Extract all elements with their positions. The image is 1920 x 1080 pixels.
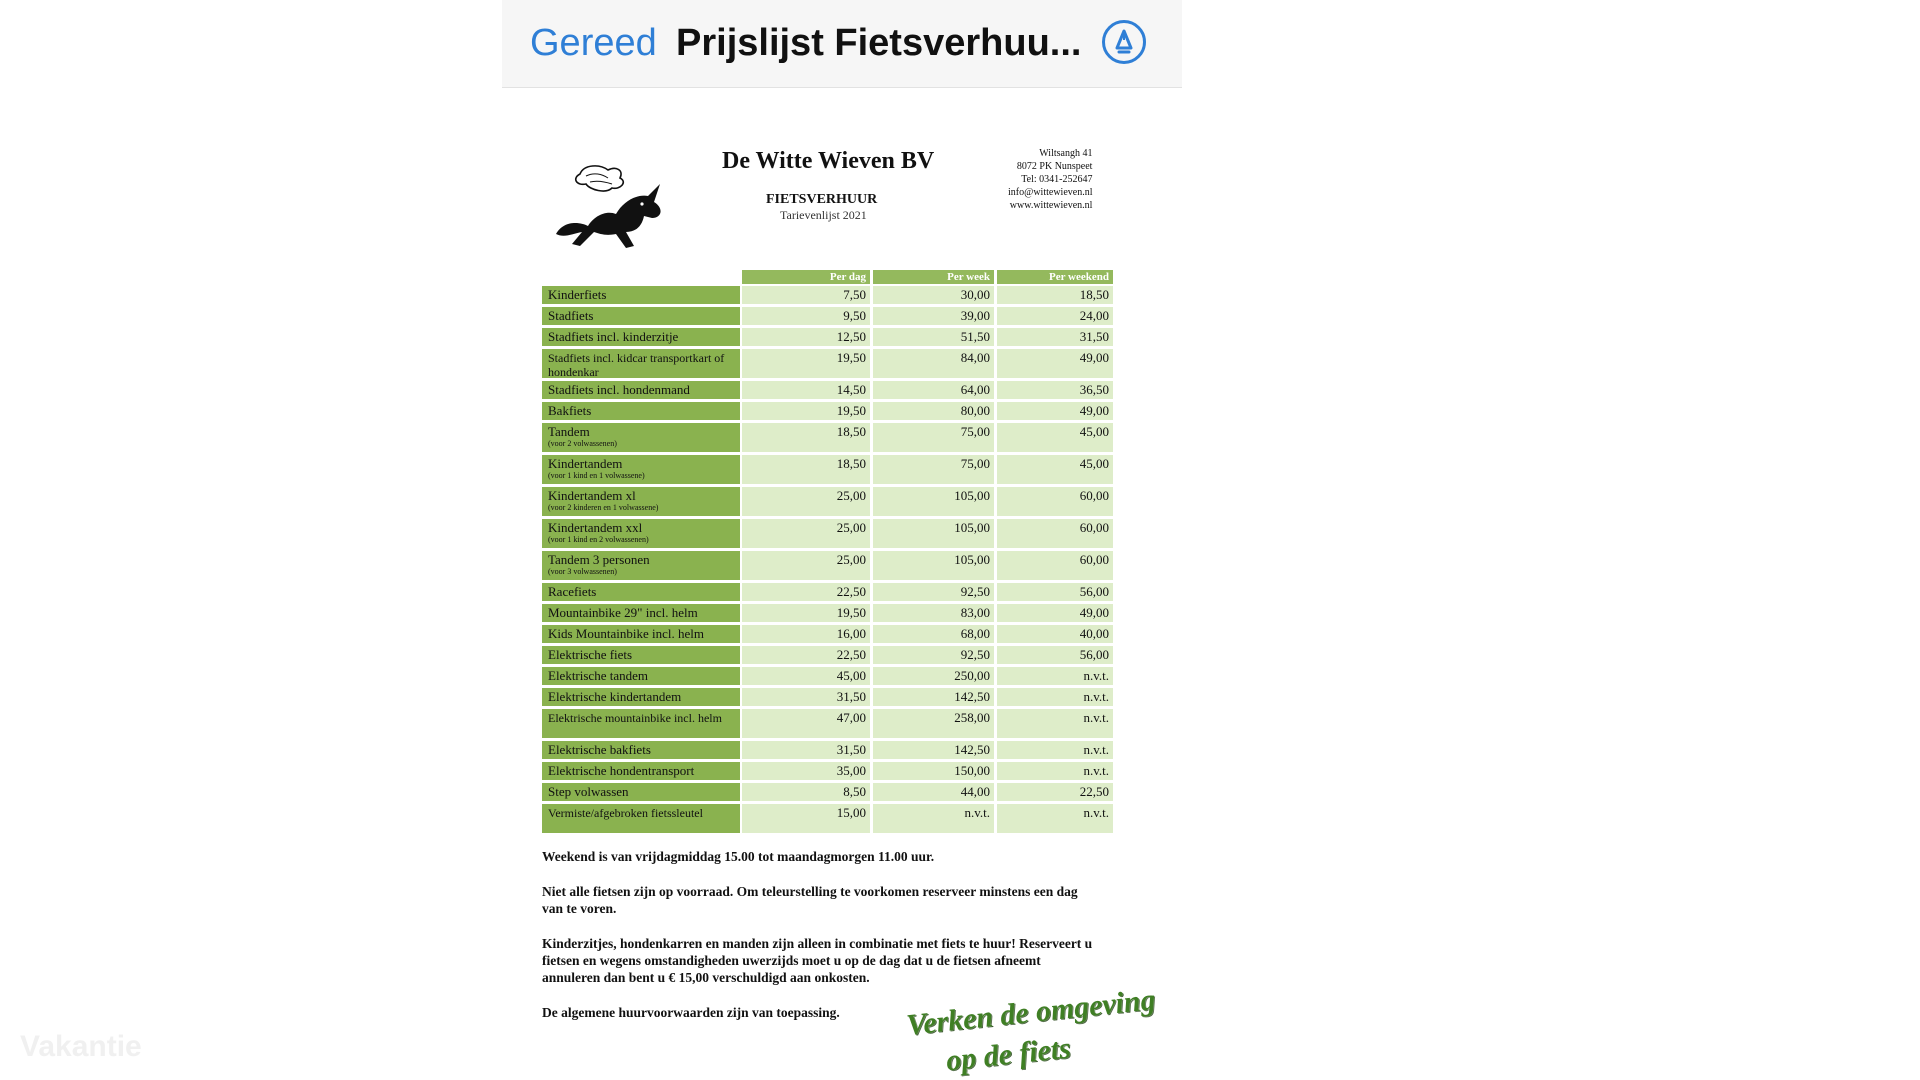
slogan-line-2: op de fiets [944,1031,1073,1078]
table-row [542,709,1113,740]
row-label [542,423,740,452]
company-name: De Witte Wieven BV [722,148,935,174]
cell-per-weekend: n.v.t. [997,709,1113,738]
table-row [542,519,1113,550]
row-label [542,349,740,378]
table-row [542,688,1113,708]
row-label-subtext: (voor 2 kinderen en 1 volwassene) [548,503,659,512]
cell-per-week: 83,00 [873,604,994,622]
table-row [542,328,1113,348]
table-row [542,381,1113,401]
header-per-weekend: Per weekend [997,270,1113,284]
table-row [542,646,1113,666]
cell-per-weekend: 24,00 [997,307,1113,325]
cell-per-week: 258,00 [873,709,994,738]
address-phone: Tel: 0341-252647 [1021,174,1093,185]
row-label-subtext: (voor 3 volwassenen) [548,567,617,576]
cell-per-day: 19,50 [742,604,870,622]
table-row [542,551,1113,582]
slogan-line-1: Verken de omgeving [904,983,1157,1042]
cell-per-weekend: 18,50 [997,286,1113,304]
row-label-text: Kids Mountainbike incl. helm [548,626,704,641]
cell-per-weekend: n.v.t. [997,688,1113,706]
cell-per-day: 19,50 [742,402,870,420]
row-label [542,328,740,346]
row-label-subtext: (voor 1 kind en 2 volwassenen) [548,535,649,544]
cell-per-week: 44,00 [873,783,994,801]
address-website[interactable]: www.wittewieven.nl [1009,200,1093,211]
row-label-text: Elektrische fiets [548,647,633,662]
cell-per-weekend: n.v.t. [997,762,1113,780]
row-label [542,709,740,738]
cell-per-week: 250,00 [873,667,994,685]
row-label-text: Mountainbike 29" incl. helm [548,605,698,620]
row-label [542,688,740,706]
row-label [542,519,740,548]
markup-pen-icon[interactable] [1102,20,1146,64]
cell-per-weekend: 49,00 [997,349,1113,378]
row-label-text: Racefiets [548,584,597,599]
cell-per-day: 8,50 [742,783,870,801]
header-per-day: Per dag [742,270,870,284]
watermark: Vakantie [20,1030,142,1063]
cell-per-day: 14,50 [742,381,870,399]
cell-per-day: 45,00 [742,667,870,685]
row-label [542,551,740,580]
address-email[interactable]: info@wittewieven.nl [1008,187,1093,198]
cell-per-day: 25,00 [742,487,870,516]
table-row [542,762,1113,782]
table-body [542,286,1112,836]
note-accessories: Kinderzitjes, hondenkarren en manden zijn alleen in combinatie met fiets te huur! Reserveert u fietsen en wegens omstandigheden uwerzijds moet u op de dag dat u de fietsen afneemt annuleren dan bent u € 15,00 verschuldigd aan onkosten. [542,936,1093,985]
row-label [542,583,740,601]
row-label [542,762,740,780]
viewer-toolbar [502,0,1182,88]
cell-per-weekend: 49,00 [997,604,1113,622]
document-page [502,88,1182,1080]
cell-per-weekend: n.v.t. [997,804,1113,833]
address-street: Wiltsangh 41 [1039,148,1093,159]
cell-per-week: 80,00 [873,402,994,420]
cell-per-day: 25,00 [742,519,870,548]
cell-per-week: 39,00 [873,307,994,325]
table-row [542,487,1113,518]
price-list-year: Tarievenlijst 2021 [780,208,867,222]
cell-per-weekend: 45,00 [997,455,1113,484]
cell-per-day: 31,50 [742,688,870,706]
row-label-text: Elektrische mountainbike incl. helm [548,711,722,725]
cell-per-day: 19,50 [742,349,870,378]
row-label-text: Stadfiets incl. hondenmand [548,382,690,397]
cell-per-week: 68,00 [873,625,994,643]
cell-per-weekend: 36,50 [997,381,1113,399]
cell-per-day: 35,00 [742,762,870,780]
row-label-text: Vermiste/afgebroken fietssleutel [548,806,703,820]
done-button[interactable]: Gereed [530,22,657,64]
row-label-text: Kinderfiets [548,287,607,302]
service-heading: FIETSVERHUUR [766,192,878,207]
row-label-text: Kindertandem xxl [548,520,643,535]
table-row [542,804,1113,835]
row-label [542,741,740,759]
row-label-text: Tandem 3 personen [548,552,650,567]
cell-per-week: 92,50 [873,646,994,664]
cell-per-day: 47,00 [742,709,870,738]
cell-per-week: 84,00 [873,349,994,378]
cell-per-week: 75,00 [873,455,994,484]
cell-per-weekend: 60,00 [997,551,1113,580]
row-label-text: Elektrische bakfiets [548,742,651,757]
cell-per-day: 16,00 [742,625,870,643]
row-label [542,667,740,685]
row-label-text: Step volwassen [548,784,629,799]
cell-per-weekend: 45,00 [997,423,1113,452]
header-per-week: Per week [873,270,994,284]
cell-per-weekend: 56,00 [997,646,1113,664]
table-row [542,783,1113,803]
row-label [542,381,740,399]
row-label-subtext: (voor 1 kind en 1 volwassene) [548,471,645,480]
row-label [542,783,740,801]
cell-per-week: 30,00 [873,286,994,304]
table-row [542,667,1113,687]
cell-per-weekend: 22,50 [997,783,1113,801]
table-row [542,349,1113,380]
row-label [542,307,740,325]
address-block [1008,147,1092,212]
note-weekend: Weekend is van vrijdagmiddag 15.00 tot maandagmorgen 11.00 uur. [542,849,935,864]
row-label-text: Elektrische hondentransport [548,763,695,778]
row-label-text: Stadfiets incl. kidcar transportkart of hondenkar [548,351,725,379]
cell-per-week: 150,00 [873,762,994,780]
cell-per-week: 92,50 [873,583,994,601]
table-row [542,402,1113,422]
cell-per-day: 18,50 [742,455,870,484]
row-label-text: Stadfiets incl. kinderzitje [548,329,679,344]
table-row [542,455,1113,486]
note-terms: De algemene huurvoorwaarden zijn van toepassing. [542,1005,840,1020]
cell-per-day: 22,50 [742,583,870,601]
cell-per-week: 64,00 [873,381,994,399]
cell-per-day: 7,50 [742,286,870,304]
note-stock: Niet alle fietsen zijn op voorraad. Om teleurstelling te voorkomen reserveer minstens een dag van te voren. [542,884,1078,916]
row-label [542,487,740,516]
row-label-text: Kindertandem [548,456,623,471]
cell-per-day: 18,50 [742,423,870,452]
table-row [542,604,1113,624]
row-label [542,646,740,664]
row-label [542,804,740,833]
cell-per-day: 15,00 [742,804,870,833]
row-label-text: Bakfiets [548,403,592,418]
cell-per-day: 12,50 [742,328,870,346]
cell-per-weekend: 31,50 [997,328,1113,346]
row-label [542,455,740,484]
cell-per-week: 142,50 [873,688,994,706]
table-row [542,583,1113,603]
row-label-text: Stadfiets [548,308,594,323]
table-row [542,307,1113,327]
cell-per-weekend: 56,00 [997,583,1113,601]
address-city: 8072 PK Nunspeet [1016,161,1093,172]
table-row [542,423,1113,454]
cell-per-weekend: 40,00 [997,625,1113,643]
document-viewer [502,0,1182,1080]
table-row [542,286,1113,306]
table-row [542,625,1113,645]
table-row [542,741,1113,761]
cell-per-weekend: 60,00 [997,519,1113,548]
price-table [542,270,1112,836]
cell-per-weekend: n.v.t. [997,741,1113,759]
document-title: Prijslijst Fietsverhuu... [676,22,1082,64]
cell-per-day: 22,50 [742,646,870,664]
cell-per-week: 105,00 [873,487,994,516]
row-label [542,402,740,420]
cell-per-week: 51,50 [873,328,994,346]
cell-per-week: 142,50 [873,741,994,759]
cell-per-week: 105,00 [873,519,994,548]
cell-per-day: 31,50 [742,741,870,759]
table-header-row [542,270,1112,286]
cell-per-day: 25,00 [742,551,870,580]
cell-per-weekend: n.v.t. [997,667,1113,685]
row-label [542,286,740,304]
cell-per-week: 105,00 [873,551,994,580]
horse-rider-logo-icon [550,160,670,260]
cell-per-day: 9,50 [742,307,870,325]
row-label [542,625,740,643]
cell-per-weekend: 49,00 [997,402,1113,420]
row-label-text: Kindertandem xl [548,488,636,503]
row-label-subtext: (voor 2 volwassenen) [548,439,617,448]
row-label [542,604,740,622]
cell-per-week: 75,00 [873,423,994,452]
cell-per-weekend: 60,00 [997,487,1113,516]
row-label-text: Elektrische kindertandem [548,689,682,704]
row-label-text: Tandem [548,424,590,439]
cell-per-week: n.v.t. [873,804,994,833]
row-label-text: Elektrische tandem [548,668,648,683]
